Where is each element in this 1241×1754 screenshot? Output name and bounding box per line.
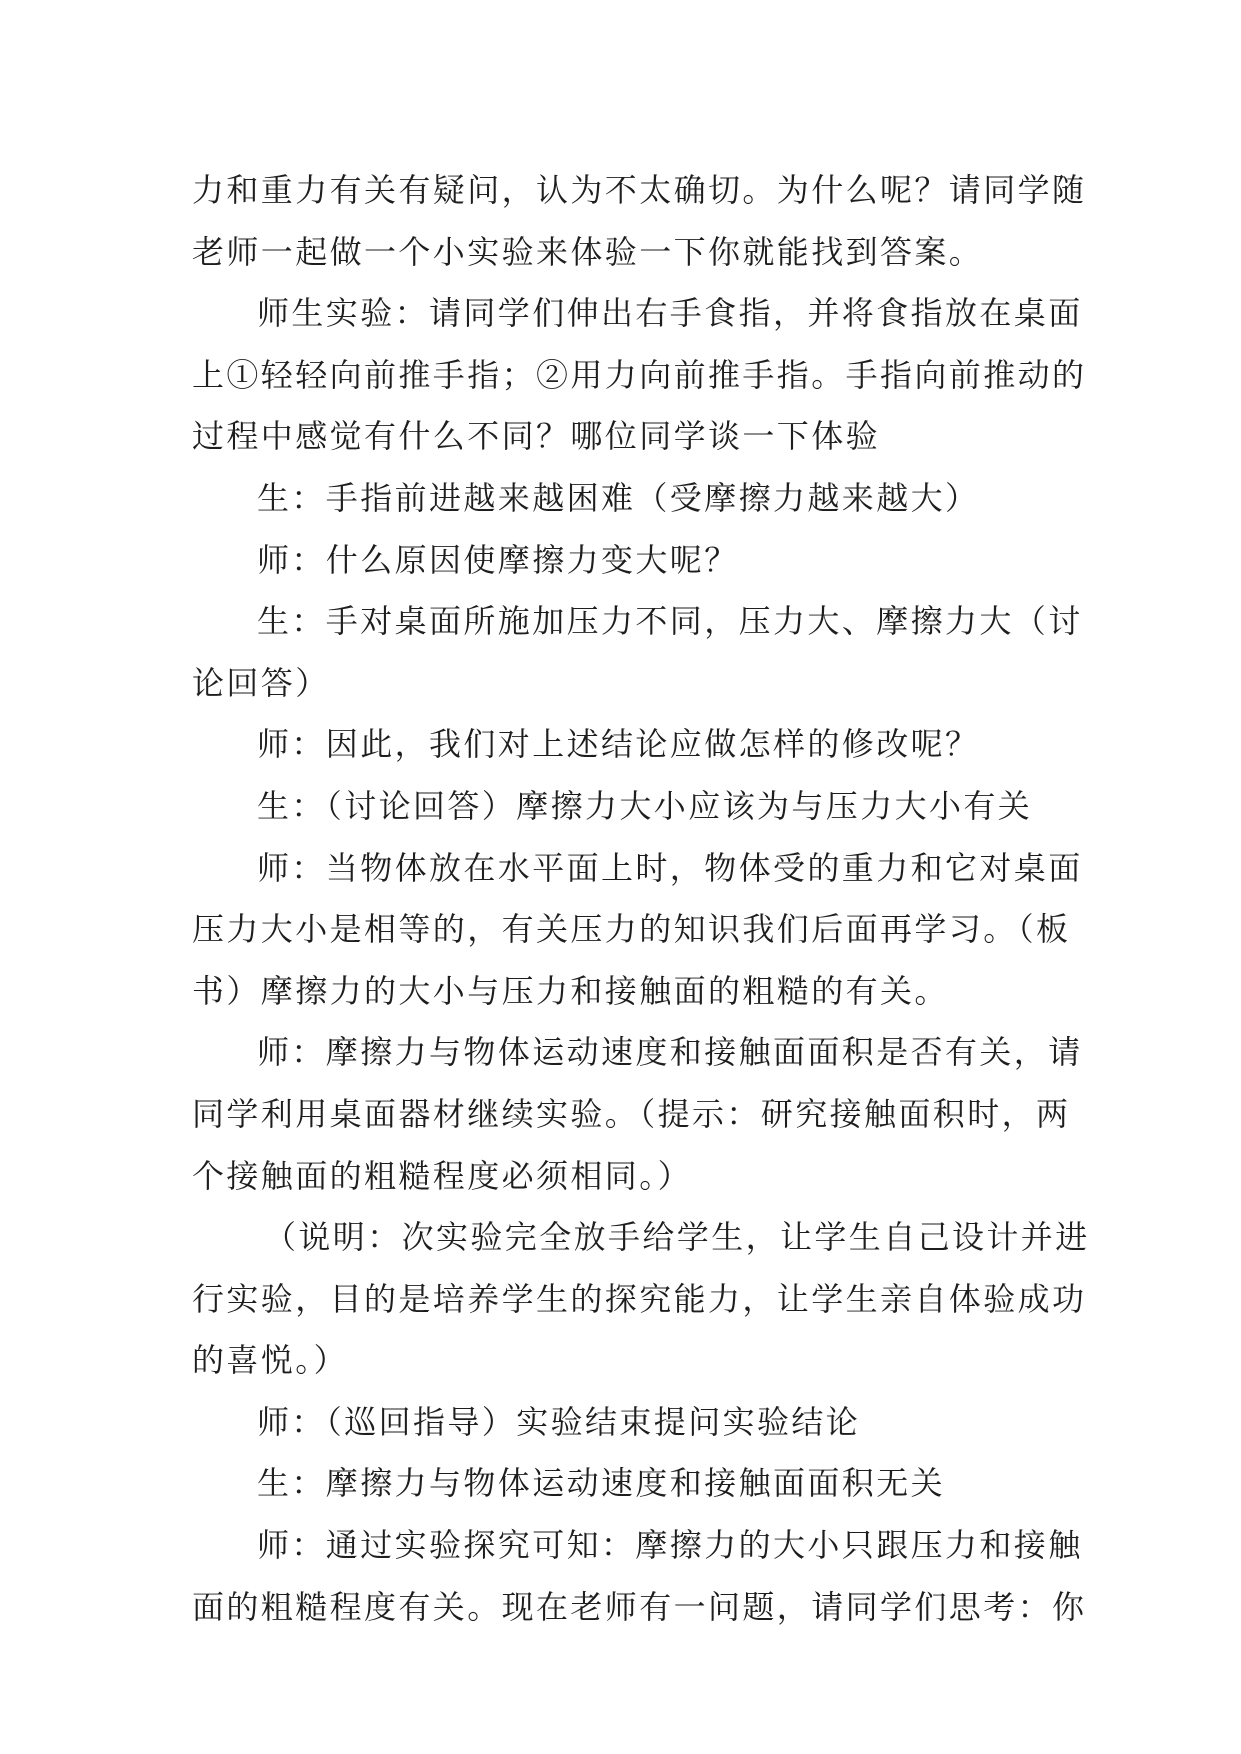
paragraph-line: 上①轻轻向前推手指；②用力向前推手指。手指向前推动的 <box>192 355 1087 394</box>
paragraph-line: （说明：次实验完全放手给学生，让学生自己设计并进 <box>264 1218 1090 1257</box>
paragraph-line: 力和重力有关有疑问，认为不太确切。为什么呢？请同学随 <box>192 171 1087 209</box>
paragraph-line: 同学利用桌面器材继续实验。（提示：研究接触面积时，两 <box>192 1094 1071 1133</box>
paragraph-line: 老师一起做一个小实验来体验一下你就能找到答案。 <box>192 232 984 271</box>
paragraph-line: 生：手对桌面所施加压力不同，压力大、摩擦力大（讨 <box>257 602 1083 641</box>
paragraph-line: 书）摩擦力的大小与压力和接触面的粗糙的有关。 <box>192 971 949 1010</box>
paragraph-line: 生：（讨论回答）摩擦力大小应该为与压力大小有关 <box>257 786 1033 825</box>
paragraph-line: 个接触面的粗糙程度必须相同。） <box>192 1156 693 1195</box>
paragraph-line: 的喜悦。） <box>192 1341 349 1380</box>
paragraph-line: 师：因此，我们对上述结论应做怎样的修改呢？ <box>257 725 980 764</box>
paragraph-line: 生：手指前进越来越困难（受摩擦力越来越大） <box>257 478 980 517</box>
paragraph-line: 行实验，目的是培养学生的探究能力，让学生亲自体验成功 <box>192 1279 1087 1318</box>
paragraph-line: 论回答） <box>192 663 330 702</box>
paragraph-line: 师：摩擦力与物体运动速度和接触面面积是否有关，请 <box>257 1033 1083 1072</box>
paragraph-line: 生：摩擦力与物体运动速度和接触面面积无关 <box>257 1464 946 1503</box>
document-page <box>192 160 1090 1638</box>
paragraph-line: 师：当物体放在水平面上时，物体受的重力和它对桌面 <box>257 848 1083 887</box>
paragraph-line: 师：什么原因使摩擦力变大呢？ <box>257 540 739 579</box>
paragraph-line: 师生实验：请同学们伸出右手食指，并将食指放在桌面 <box>257 294 1083 333</box>
paragraph-line: 师：通过实验探究可知：摩擦力的大小只跟压力和接触 <box>257 1526 1083 1565</box>
paragraph-line: 师：（巡回指导）实验结束提问实验结论 <box>257 1402 861 1441</box>
paragraph-line: 压力大小是相等的，有关压力的知识我们后面再学习。（板 <box>192 910 1071 949</box>
paragraph-line: 过程中感觉有什么不同？哪位同学谈一下体验 <box>192 417 881 456</box>
paragraph-line: 面的粗糙程度有关。现在老师有一问题，请同学们思考：你 <box>192 1587 1087 1626</box>
